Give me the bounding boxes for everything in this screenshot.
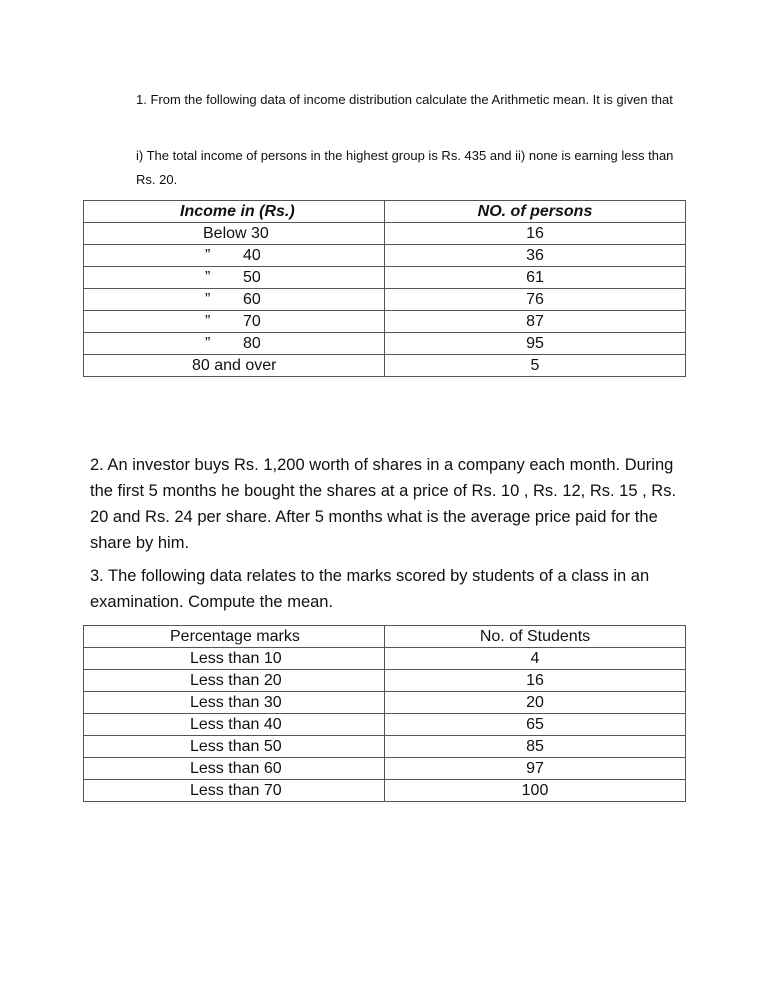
question1-conditions: i) The total income of persons in the highest group is Rs. 435 and ii) none is earning less than Rs. 20. <box>136 148 674 187</box>
persons-cell: 16 <box>385 223 686 245</box>
marks-cell: Less than 70 <box>84 780 385 802</box>
ditto-mark: ” <box>205 269 211 286</box>
marks-cell: Less than 60 <box>84 758 385 780</box>
students-cell: 97 <box>385 758 686 780</box>
income-cell: Below 30 <box>84 223 385 245</box>
table-row <box>84 780 686 802</box>
persons-cell: 36 <box>385 245 686 267</box>
income-cell: ” 80 <box>84 333 385 355</box>
table-row <box>84 648 686 670</box>
table-row <box>84 245 686 267</box>
ditto-mark: ” <box>205 247 211 264</box>
persons-cell: 5 <box>385 355 686 377</box>
income-cell: ” 50 <box>84 267 385 289</box>
students-cell: 4 <box>385 648 686 670</box>
marks-header: Percentage marks <box>84 626 385 648</box>
question3-text: 3. The following data relates to the marks scored by students of a class in an examination. Compute the mean. <box>90 567 650 611</box>
income-cell: ” 60 <box>84 289 385 311</box>
table-row <box>84 223 686 245</box>
question1-intro: 1. From the following data of income distribution calculate the Arithmetic mean. It is given that <box>136 92 673 107</box>
table-header-row <box>84 201 686 223</box>
table-row <box>84 333 686 355</box>
students-cell: 65 <box>385 714 686 736</box>
table-row <box>84 289 686 311</box>
marks-cell: Less than 50 <box>84 736 385 758</box>
table-row <box>84 692 686 714</box>
question2-text: 2. An investor buys Rs. 1,200 worth of shares in a company each month. During the first 5 months he bought the shares at a price of Rs. 10 , Rs. 12, Rs. 15 , Rs. 20 and Rs. 24 per share. After 5 months what is the average price paid for the share by him. <box>90 456 677 552</box>
marks-table <box>83 625 686 802</box>
students-header: No. of Students <box>385 626 686 648</box>
table-row <box>84 670 686 692</box>
ditto-mark: ” <box>205 313 211 330</box>
marks-cell: Less than 10 <box>84 648 385 670</box>
marks-cell: Less than 40 <box>84 714 385 736</box>
table-row <box>84 758 686 780</box>
marks-cell: Less than 30 <box>84 692 385 714</box>
table-row <box>84 311 686 333</box>
persons-header: NO. of persons <box>385 201 686 223</box>
table-row <box>84 355 686 377</box>
table-header-row <box>84 626 686 648</box>
table-row <box>84 267 686 289</box>
persons-cell: 76 <box>385 289 686 311</box>
students-cell: 100 <box>385 780 686 802</box>
ditto-mark: ” <box>205 291 211 308</box>
table-row <box>84 714 686 736</box>
persons-cell: 61 <box>385 267 686 289</box>
ditto-mark: ” <box>205 335 211 352</box>
marks-cell: Less than 20 <box>84 670 385 692</box>
students-cell: 16 <box>385 670 686 692</box>
income-cell: 80 and over <box>84 355 385 377</box>
persons-cell: 95 <box>385 333 686 355</box>
income-header: Income in (Rs.) <box>84 201 385 223</box>
table-row <box>84 736 686 758</box>
income-table <box>83 200 686 377</box>
students-cell: 20 <box>385 692 686 714</box>
income-cell: ” 70 <box>84 311 385 333</box>
persons-cell: 87 <box>385 311 686 333</box>
income-cell: ” 40 <box>84 245 385 267</box>
students-cell: 85 <box>385 736 686 758</box>
